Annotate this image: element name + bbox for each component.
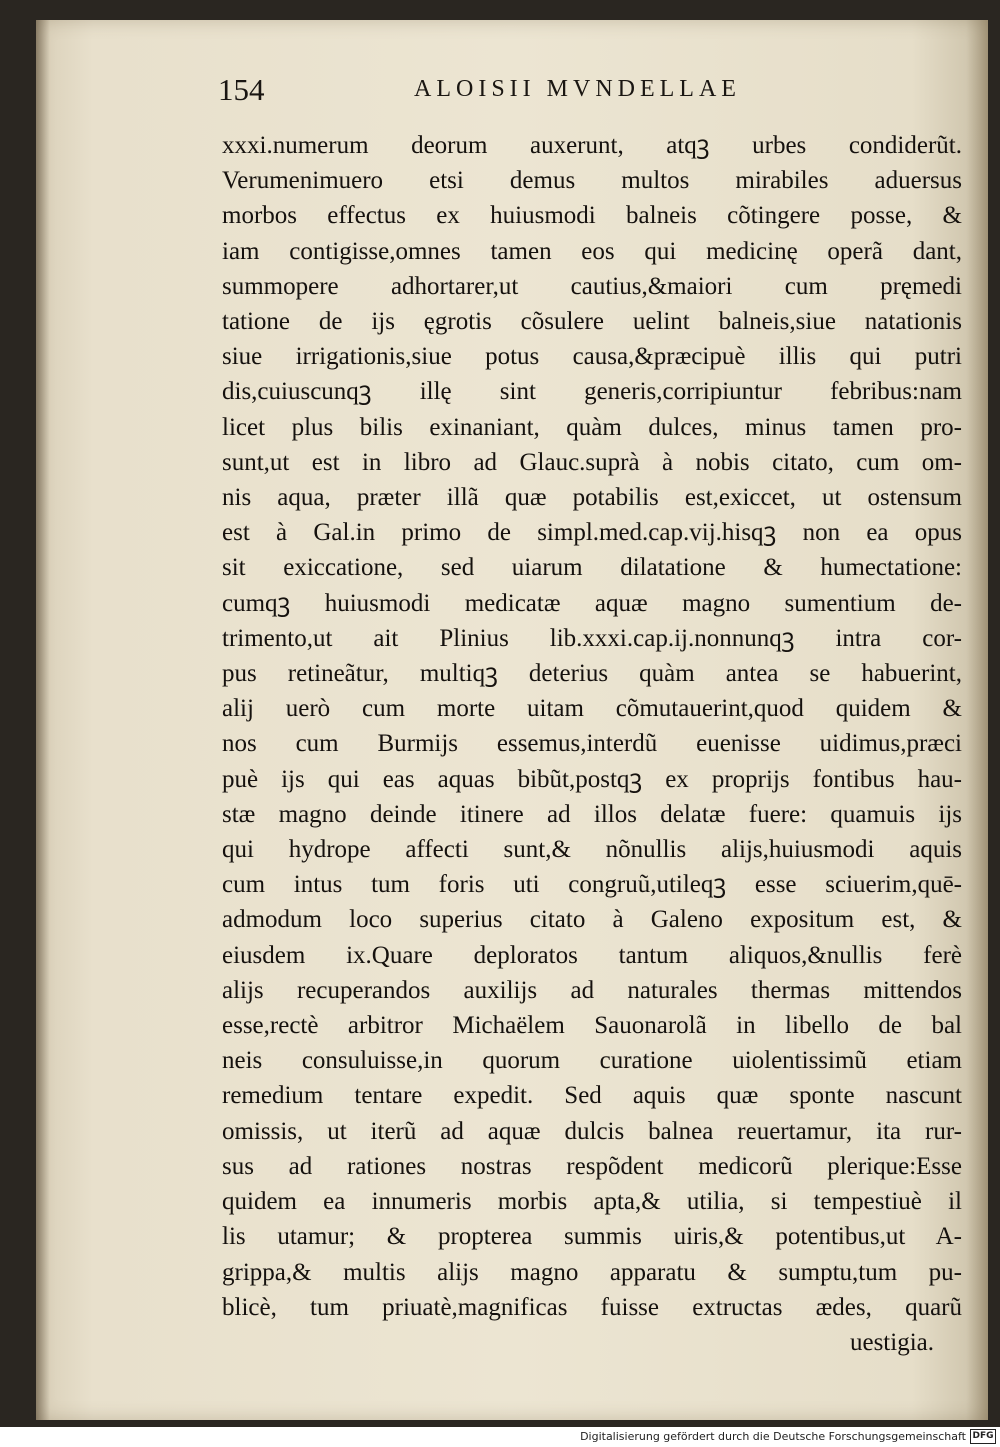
- text-line: est à Gal.in primo de simpl.med.cap.vij.hisqꝫ non ea opus: [222, 519, 962, 547]
- running-head: [218, 72, 828, 112]
- text-line: nis aqua, præter illã quæ potabilis est,exiccet, ut ostensum: [222, 484, 962, 512]
- text-line: cumqꝫ huiusmodi medicatæ aquæ magno sumentium de-: [222, 589, 962, 617]
- digitization-credit: Digitalisierung gefördert durch die Deutsche Forschungsgemeinschaft: [580, 1430, 966, 1443]
- text-line: esse,rectè arbitror Michaëlem Sauonarolã in libello de bal: [222, 1012, 962, 1040]
- text-line: alij uerò cum morte uitam cõmutauerint,quod quidem &: [222, 695, 962, 723]
- text-line: Verumenimuero etsi demus multos mirabiles aduersus: [222, 167, 962, 195]
- text-line: summopere adhortarer,ut cautius,&maiori cum pręmedi: [222, 272, 962, 300]
- dfg-logo-icon: DFG: [970, 1429, 996, 1444]
- text-line: eiusdem ix.Quare deploratos tantum aliquos,&nullis ferè: [222, 941, 962, 969]
- text-line: siue irrigationis,siue potus causa,&præcipuè illis qui putri: [222, 343, 962, 371]
- page-number: 154: [218, 72, 265, 107]
- text-line: qui hydrope affecti sunt,& nõnullis alijs,huiusmodi aquis: [222, 836, 962, 864]
- text-line: sunt,ut est in libro ad Glauc.suprà à nobis citato, cum om-: [222, 448, 962, 476]
- text-line: lis utamur; & propterea summis uiris,& potentibus,ut A-: [222, 1223, 962, 1251]
- text-line: sit exiccatione, sed uiarum dilatatione & humectatione:: [222, 554, 962, 582]
- text-line: tatione de ijs ęgrotis cõsulere uelint balneis,siue natationis: [222, 308, 962, 336]
- text-line: blicè, tum priuatè,magnificas fuisse extructas ædes, quarũ: [222, 1293, 962, 1321]
- text-line: uestigia.: [849, 1328, 934, 1356]
- text-line: neis consuluisse,in quorum curatione uiolentissimũ etiam: [222, 1047, 962, 1075]
- text-line: morbos effectus ex huiusmodi balneis cõtingere posse, &: [222, 202, 962, 230]
- text-line: iam contigisse,omnes tamen eos qui medicinę operã dant,: [222, 237, 962, 265]
- text-line: sus ad rationes nostras respõdent medicorũ plerique:Esse: [222, 1152, 962, 1180]
- text-line: stæ magno deinde itinere ad illos delatæ fuere: quamuis ijs: [222, 800, 962, 828]
- text-line: admodum loco superius citato à Galeno expositum est, &: [222, 906, 962, 934]
- text-line: grippa,& multis alijs magno apparatu & sumptu,tum pu-: [222, 1258, 962, 1286]
- text-line: cum intus tum foris uti congruũ,utileqꝫ esse sciuerim,quē-: [222, 871, 962, 899]
- text-line: quidem ea innumeris morbis apta,& utilia, si tempestiuè il: [222, 1188, 962, 1216]
- text-line: trimento,ut ait Plinius lib.xxxi.cap.ij.nonnunqꝫ intra cor-: [222, 624, 962, 652]
- footer-bar: [0, 1427, 1000, 1447]
- page-edge: [966, 20, 988, 1420]
- text-line: omissis, ut iterũ ad aquæ dulcis balnea reuertamur, ita rur-: [222, 1117, 962, 1145]
- text-line: licet plus bilis exinaniant, quàm dulces, minus tamen pro-: [222, 413, 962, 441]
- text-line: puè ijs qui eas aquas bibũt,postqꝫ ex proprijs fontibus hau-: [222, 765, 962, 793]
- text-line: xxxi.numerum deorum auxerunt, atqꝫ urbes condiderũt.: [222, 132, 962, 159]
- text-line: alijs recuperandos auxilijs ad naturales thermas mittendos: [222, 976, 962, 1004]
- text-line: pus retineãtur, multiqꝫ deterius quàm antea se habuerint,: [222, 660, 962, 688]
- text-line: dis,cuiuscunqꝫ illę sint generis,corripiuntur febribus:nam: [222, 378, 962, 406]
- gutter-shadow: [36, 20, 50, 1420]
- text-line: remedium tentare expedit. Sed aquis quæ sponte nascunt: [222, 1082, 962, 1110]
- body-text: [222, 128, 962, 1360]
- text-line: nos cum Burmijs essemus,interdũ euenisse uidimus,præci: [222, 730, 962, 758]
- running-title: ALOISII MVNDELLAE: [414, 76, 741, 102]
